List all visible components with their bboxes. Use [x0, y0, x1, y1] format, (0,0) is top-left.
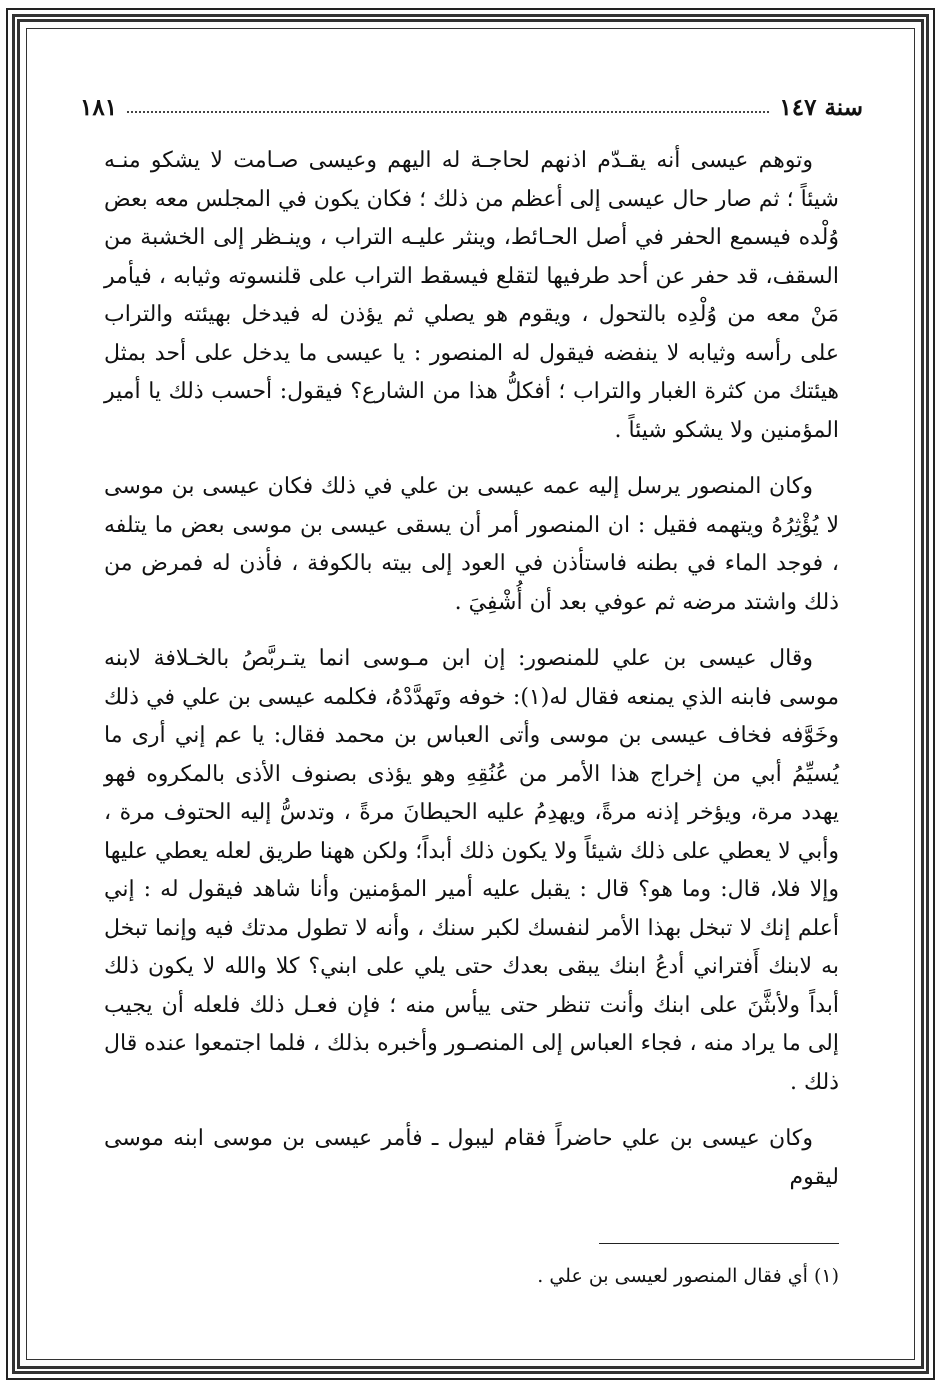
- paragraph: وكان المنصور يرسل إليه عمه عيسى بن علي في ذلك فكان عيسى بن موسى لا يُؤْثِرُهُ ويتهمه فقيل : ان المنصور أمر أن يسقى عيسى بن موسى بعض ما يتلفه ، فوجد الماء في بطنه فاستأذن في العود إلى بيته بالكوفة ، فأذن له فمرض من ذلك واشتد مرضه ثم عوفي بعد أن أُشْفِيَ .: [104, 474, 839, 615]
- page-number: ١٨١: [80, 93, 118, 121]
- footnote-separator: [599, 1243, 839, 1244]
- footnote: (١) أي فقال المنصور لعيسى بن علي .: [537, 1265, 839, 1287]
- paragraph: وكان عيسى بن علي حاضراً فقام ليبول ـ فأمر عيسى بن موسى ابنه موسى ليقوم: [104, 1126, 839, 1190]
- header-dot-leader: [127, 111, 769, 113]
- running-header: [80, 92, 863, 122]
- header-title: سنة ١٤٧: [779, 93, 863, 121]
- main-text: [104, 142, 839, 1215]
- paragraph: وقال عيسى بن علي للمنصور: إن ابن مـوسى انما يتـربَّصُ بالخـلافة لابنه موسى فابنه الذي يمنعه فقال له(١): خوفه وتَهدَّدْهُ، فكلمه عيسى بن علي في ذلك وخَوَّفه فخاف عيسى بن موسى وأتى العباس بن محمد فقال: يا عم إني أرى ما يُسيِّمُ أبي من إخراج هذا الأمر من عُنُقِهِ وهو يؤذى بصنوف الأذى بالمكروه فهو يهدد مرة، ويؤخر إذنه مرةً، ويهدِمُ عليه الحيطانَ مرةً ، وتدسُّ إليه الحتوف مرة ، وأبي لا يعطي على ذلك شيئاً ولا يكون ذلك أبداً؛ ولكن ههنا طريق لعله يعطي عليها وإلا فلا، قال: وما هو؟ قال : يقبل عليه أمير المؤمنين وأنا شاهد فيقول له : إني أعلم إنك لا تبخل بهذا الأمر لنفسك لكبر سنك ، وأنه لا تطول مدتك فيه وإنما تبخل به لابنك أَفتراني أدعُ ابنك يبقى بعدك حتى يلي على ابني؟ كلا والله لا يكون ذلك أبداً ولأبثَّنَ على ابنك وأنت تنظر حتى ييأس منه ؛ فإن فعـل ذلك فلعله أن يجيب إلى ما يراد منه ، فجاء العباس إلى المنصـور وأخبره بذلك ، فلما اجتمعوا عنده قال ذلك .: [104, 646, 839, 1095]
- paragraph: وتوهم عيسى أنه يقـدّم اذنهم لحاجـة له اليهم وعيسى صـامت لا يشكو منـه شيئاً ؛ ثم صار حال عيسى إلى أعظم من ذلك ؛ فكان يكون في المجلس معه بعض وُلْده فيسمع الحفر في أصل الحـائط، وينثر عليـه التراب ، وينـظر إلى الخشبة من السقف، قد حفر عن أحد طرفيها لتقلع فيسقط التراب على قلنسوته وثيابه ، فيأمر مَنْ معه من وُلْدِه بالتحول ، ويقوم هو يصلي ثم يؤذن له فيدخل بهيئته والتراب على رأسه وثيابه لا ينفضه فيقول له المنصور : يا عيسى ما يدخل على أحد بمثل هيئتك من كثرة الغبار والتراب ؛ أفكلُّ هذا من الشارع؟ فيقول: أحسب ذلك يا أمير المؤمنين ولا يشكو شيئاً .: [104, 148, 839, 443]
